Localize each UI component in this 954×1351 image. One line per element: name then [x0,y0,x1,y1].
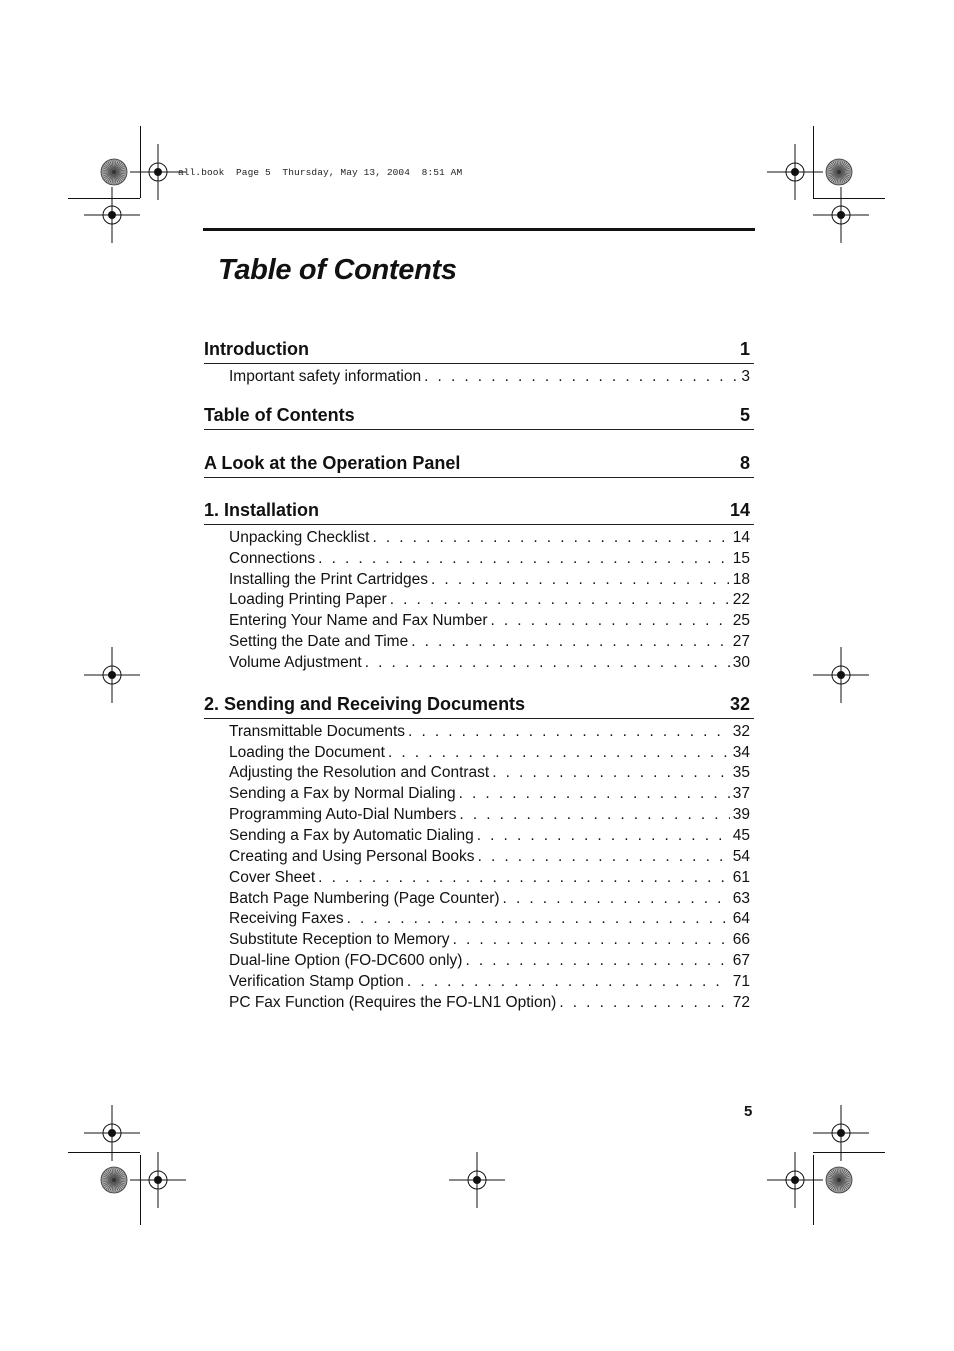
toc-entry-list [204,719,754,1014]
dot-leader [372,528,729,549]
toc-entry-label: Sending a Fax by Normal Dialing [229,785,456,803]
toc-section-title: Table of Contents [204,404,355,425]
toc-entry-label: Dual-line Option (FO-DC600 only) [229,952,463,970]
print-header: all.book Page 5 Thursday, May 13, 2004 8:51 AM [178,167,463,178]
crop-mark [813,1152,885,1153]
dot-leader [477,826,730,847]
toc-entry-label: Important safety information [229,368,422,385]
toc-section-page: 14 [729,499,750,520]
dot-leader [478,847,730,868]
toc-entry-page: 71 [732,972,750,990]
toc-entry-page: 15 [732,549,750,567]
toc-section-page: 8 [739,452,750,473]
toc-section [204,689,754,1014]
toc-entry[interactable] [229,528,750,549]
dot-leader [390,590,730,611]
toc-section-heading[interactable] [204,448,754,478]
toc-entry-label: Verification Stamp Option [229,972,404,990]
dot-leader [453,930,730,951]
toc-entry-page: 35 [732,764,750,782]
toc-entry-label: Installing the Print Cartridges [229,570,429,588]
toc-entry-label: Loading Printing Paper [229,591,387,609]
toc-section-title: 2. Sending and Receiving Documents [204,693,526,714]
toc-entry-page: 25 [732,612,750,630]
toc-entry[interactable] [229,722,750,743]
toc-entry[interactable] [229,930,750,951]
color-rosette-icon [825,1166,853,1194]
toc-entry-page: 67 [732,952,750,970]
toc-entry[interactable] [229,784,750,805]
toc-entry-label: Receiving Faxes [229,910,344,928]
color-rosette-icon [825,158,853,186]
toc-section-heading[interactable] [204,495,754,525]
toc-entry-page: 54 [732,847,750,865]
toc-entry-label: Setting the Date and Time [229,633,409,651]
toc-entry-page: 66 [732,931,750,949]
toc-entry-page: 18 [732,570,750,588]
registration-crosshair-icon [72,635,152,715]
crop-mark [140,1155,141,1225]
toc-entry[interactable] [229,805,750,826]
toc-entry-page: 22 [732,591,750,609]
toc-section [204,495,754,674]
dot-leader [459,784,730,805]
toc-section-page: 1 [739,339,750,359]
toc-section-heading[interactable] [204,334,754,364]
toc-entry-label: PC Fax Function (Requires the FO-LN1 Option) [229,993,557,1011]
toc-entry[interactable] [229,909,750,930]
dot-leader [365,653,730,674]
page-title: Table of Contents [218,254,457,286]
page-number: 5 [744,1103,753,1120]
dot-leader [559,993,729,1014]
dot-leader [465,951,729,972]
toc-entry-label: Volume Adjustment [229,653,362,671]
toc-entry-page: 34 [732,743,750,761]
toc-entry-label: Entering Your Name and Fax Number [229,612,488,630]
toc-entry-label: Substitute Reception to Memory [229,931,450,949]
toc-entry-label: Cover Sheet [229,868,316,886]
toc-entry[interactable] [229,826,750,847]
toc-entry-label: Unpacking Checklist [229,528,370,546]
toc-entry-page: 30 [732,653,750,671]
color-rosette-icon [100,158,128,186]
crop-mark [140,126,141,198]
toc-section [204,334,754,388]
toc-entry-page: 32 [732,722,750,740]
toc-entry[interactable] [229,993,750,1014]
dot-leader [388,743,730,764]
registration-crosshair-icon [755,132,835,212]
toc-entry-page: 63 [732,889,750,907]
dot-leader [407,972,730,993]
toc-section-title: Introduction [204,339,309,359]
dot-leader [411,632,730,653]
toc-entry-page: 14 [732,528,750,546]
toc-section-page: 5 [739,404,750,425]
toc-entry[interactable] [229,951,750,972]
toc-entry-label: Sending a Fax by Automatic Dialing [229,826,474,844]
crop-mark [68,198,140,199]
toc-entry[interactable] [229,972,750,993]
dot-leader [347,909,730,930]
top-rule [203,228,755,231]
toc-entry-list [204,364,754,388]
dot-leader [492,763,730,784]
crop-mark [813,126,814,198]
toc-entry[interactable] [229,847,750,868]
toc-entry-label: Adjusting the Resolution and Contrast [229,764,490,782]
dot-leader [318,549,730,570]
toc-entry-page: 37 [732,785,750,803]
toc-entry-page: 72 [732,993,750,1011]
dot-leader [318,868,730,889]
dot-leader [424,367,738,388]
toc-section-page: 32 [729,693,750,714]
toc-entry[interactable] [229,549,750,570]
toc-entry-page: 3 [741,368,750,385]
toc-entry-page: 39 [732,806,750,824]
dot-leader [459,805,729,826]
toc-entry-list [204,525,754,674]
registration-crosshair-icon [437,1140,517,1220]
toc-entry-page: 64 [732,910,750,928]
toc-entry[interactable] [229,889,750,910]
toc-entry[interactable] [229,570,750,591]
dot-leader [408,722,730,743]
toc-entry-label: Programming Auto-Dial Numbers [229,806,457,824]
toc-entry-label: Loading the Document [229,743,385,761]
toc-entry-label: Batch Page Numbering (Page Counter) [229,889,500,907]
toc-section [204,400,754,432]
crop-mark [68,1152,140,1153]
toc-entry-page: 27 [732,633,750,651]
toc-entry[interactable] [229,367,750,388]
toc-entry-label: Creating and Using Personal Books [229,847,475,865]
toc-entry[interactable] [229,743,750,764]
toc-entry-label: Connections [229,549,316,567]
registration-crosshair-icon [801,635,881,715]
dot-leader [503,889,730,910]
toc-section [204,448,754,480]
color-rosette-icon [100,1166,128,1194]
crop-mark [813,1155,814,1225]
toc-entry[interactable] [229,590,750,611]
toc-entry-label: Transmittable Documents [229,722,406,740]
dot-leader [431,570,730,591]
toc-entry-page: 45 [732,826,750,844]
toc-section-heading[interactable] [204,400,754,430]
toc-section-title: 1. Installation [204,499,320,520]
toc-section-heading[interactable] [204,689,754,719]
crop-mark [813,198,885,199]
toc-entry[interactable] [229,632,750,653]
toc-entry-page: 61 [732,868,750,886]
dot-leader [490,611,729,632]
toc-entry[interactable] [229,763,750,784]
toc-section-title: A Look at the Operation Panel [204,452,461,473]
toc-entry[interactable] [229,611,750,632]
toc-entry[interactable] [229,868,750,889]
table-of-contents [204,320,754,1014]
toc-entry[interactable] [229,653,750,674]
